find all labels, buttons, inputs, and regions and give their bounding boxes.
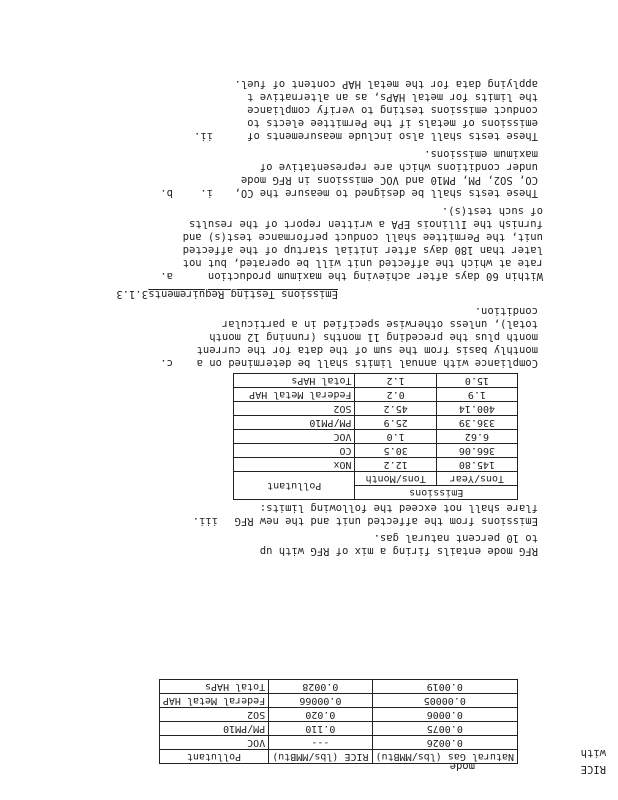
item-a-line: rate at which the affected unit will be operated, but not	[182, 257, 543, 269]
table-row: 145.80 12.2 NOx	[234, 458, 518, 472]
item-c-line: condition.	[474, 305, 538, 317]
section-number: 3.1.3	[116, 288, 148, 300]
mode-label: mode	[449, 760, 475, 772]
rfg-mode-text: RFG mode entails firing a mix of RFG with up	[259, 545, 538, 557]
table-row: 0.00005 0.00066 Federal Metal HAP	[159, 694, 517, 708]
item-b-i-label: i.	[200, 187, 213, 199]
item-c-line: month plus the preceding 11 months (running 12 month	[209, 331, 538, 343]
item-iii-line2: flare shall not exceed the following limits:	[259, 502, 538, 514]
item-c-line: Compliance with annual limits shall be determined on a	[196, 357, 538, 369]
item-a-line: Within 60 days after achieving the maximum production	[207, 270, 543, 282]
table-row: 0.0006 0.020 SO2	[159, 708, 517, 722]
section-title: Emissions Testing Requirements	[148, 288, 338, 300]
item-c-line: total), unless otherwise specified in a particular	[221, 318, 538, 330]
item-b-ii-line: applying data for the metal HAP content of fuel.	[234, 78, 538, 90]
table-row: 336.39 25.9 PM/PM10	[234, 416, 518, 430]
rfg-mode-text-cont: to 10 percent natural gas.	[373, 532, 538, 544]
item-iii-line1: Emissions from the affected unit and the new RFG	[234, 515, 538, 527]
table-row: 6.62 1.0 VOC	[234, 430, 518, 444]
item-b-ii-line: the limits for metal HAPs, as an alternative t	[247, 91, 538, 103]
item-c-line: monthly basis from the sum of the data for the current	[196, 344, 538, 356]
table-row: 0.0075 0.110 PM/PM10	[159, 722, 517, 736]
item-a-line: unit, the Permittee shall conduct performance test(s) and	[182, 231, 543, 243]
table1-col3-header: Pollutant	[159, 750, 268, 764]
item-a-line: of such test(s).	[441, 205, 543, 217]
emissions-group-header: Emissions	[355, 486, 518, 500]
item-a-label: a.	[160, 270, 173, 282]
table-row: 15.0 1.2 Total HAPs	[234, 374, 518, 388]
table-row: 1.9 0.2 Federal Metal HAP	[234, 388, 518, 402]
item-b-i-line: These tests shall be designed to measure the CO,	[234, 187, 538, 199]
table1-col2-header: RICE (lbs/MMBtu)	[269, 750, 372, 764]
table-row: 400.14 45.2 SO2	[234, 402, 518, 416]
item-b-ii-line: emissions of metals if the Permittee elects to	[247, 117, 538, 129]
table1-col1-header: Natural Gas (lbs/MMBtu)	[372, 750, 517, 764]
with-label: with	[580, 747, 606, 759]
table2-pollutant-header: Pollutant	[234, 472, 356, 500]
emission-limits-table	[233, 373, 518, 500]
item-a-line: furnish the Illinois EPA a written report of the results	[188, 218, 543, 230]
emission-factor-table	[159, 679, 518, 764]
item-b-i-line: maximum emissions.	[424, 148, 538, 160]
table-row: 0.0019 0.0028 Total HAPs	[159, 680, 517, 694]
rice-label: RICE	[580, 763, 606, 775]
item-iii-label: iii.	[192, 515, 218, 527]
item-b-i-line: CO, SO2, PM, PM10 and VOC emissions in RFG mode	[240, 174, 538, 186]
item-b-label: b.	[160, 187, 173, 199]
item-b-ii-label: ii.	[194, 130, 213, 142]
tons-month-header: Tons/Month	[355, 472, 436, 486]
item-b-i-line: under conditions which are representative of	[259, 161, 538, 173]
item-a-line: later than 180 days after initial startup of the affected	[182, 244, 543, 256]
item-c-label: c.	[160, 357, 173, 369]
tons-year-header: Tons/Year	[436, 472, 517, 486]
table-row: 0.0026 --- VOC	[159, 736, 517, 750]
table-row: 366.06 30.5 CO	[234, 444, 518, 458]
item-b-ii-line: These tests shall also include measurements of	[247, 130, 538, 142]
item-b-ii-line: conduct emissions testing to verify compliance	[247, 104, 538, 116]
